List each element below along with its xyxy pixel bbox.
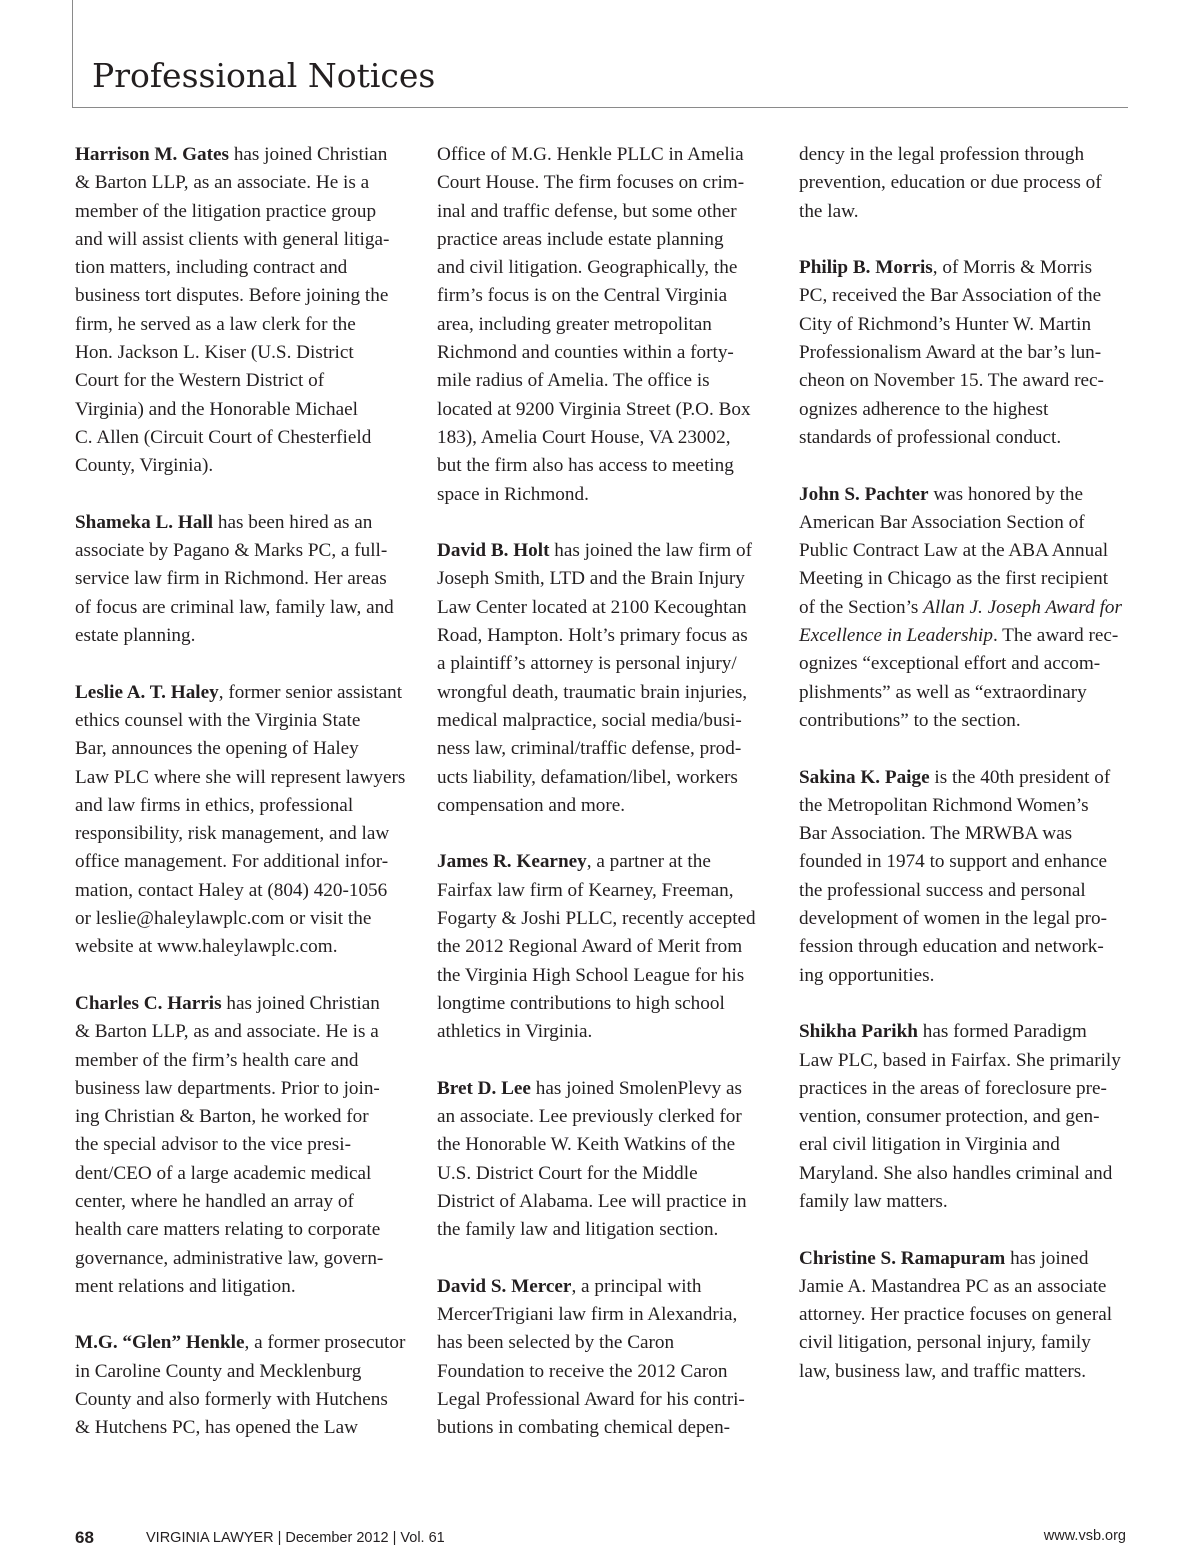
notice-line: butions in combating chemical depen- [437, 1417, 731, 1439]
notice-first-line [437, 848, 772, 876]
notice-line: the Virginia High School League for his [437, 964, 745, 986]
notice-line: mile radius of Amelia. The office is [437, 370, 710, 392]
notice-first-line [799, 1018, 1134, 1046]
notice-line: the 2012 Regional Award of Merit from [437, 936, 743, 958]
notice-line: governance, administrative law, govern- [75, 1247, 384, 1269]
notice-name: David S. Mercer [437, 1275, 572, 1297]
notice-name: Philip B. Morris [799, 257, 933, 279]
notice-text: . The award rec- [992, 625, 1119, 647]
notice-line: associate by Pagano & Marks PC, a full- [75, 540, 388, 562]
paragraph-gap [75, 650, 410, 678]
notice-line: Law PLC where she will represent lawyers [75, 766, 406, 788]
notice-text: , of Morris & Morris [932, 257, 1093, 279]
notice-line: County and also formerly with Hutchens [75, 1389, 388, 1411]
notice-line: athletics in Virginia. [437, 1021, 593, 1043]
notice-first-line [799, 254, 1134, 282]
notice-name: Bret D. Lee [437, 1077, 531, 1099]
notice-text: , a former prosecutor [244, 1332, 406, 1354]
paragraph-gap [799, 452, 1134, 480]
notice-line: practice areas include estate planning [437, 228, 724, 250]
notice-line: business law departments. Prior to join- [75, 1077, 380, 1099]
notice-text: was honored by the [928, 483, 1084, 505]
notice-line: responsibility, risk management, and law [75, 823, 390, 845]
notice [799, 141, 1134, 226]
notice-line: medical malpractice, social media/busi- [437, 709, 742, 731]
notice-line [799, 622, 1134, 650]
notice [799, 764, 1134, 990]
notice [799, 254, 1134, 452]
notice-name: Sakina K. Paige [799, 766, 930, 788]
notice-line: prevention, education or due process of [799, 172, 1102, 194]
notice-line: dent/CEO of a large academic medical [75, 1162, 372, 1184]
paragraph-gap [437, 1245, 772, 1273]
notice-text: is the 40th president of [929, 766, 1111, 788]
notice-text: , former senior assistant [218, 681, 403, 703]
notice-line: dency in the legal profession through [799, 144, 1085, 165]
notice-line: located at 9200 Virginia Street (P.O. Box [437, 398, 751, 420]
footer-url: www.vsb.org [1043, 1528, 1126, 1544]
notice-line: the Honorable W. Keith Watkins of the [437, 1134, 736, 1156]
notice-line: the Metropolitan Richmond Women’s [799, 794, 1089, 816]
notice-line: Law PLC, based in Fairfax. She primarily [799, 1049, 1121, 1071]
notice-line: business tort disputes. Before joining the [75, 285, 389, 307]
notice-first-line [75, 1329, 410, 1357]
notice [799, 1245, 1134, 1386]
notice-line: or leslie@haleylawplc.com or visit the [75, 908, 372, 930]
notice-line: ognizes “exceptional effort and accom- [799, 653, 1101, 675]
notice-text: has joined the law firm of [549, 540, 752, 562]
notice-name: Leslie A. T. Haley [75, 681, 219, 703]
paragraph-gap [75, 962, 410, 990]
notice-text: has joined Christian [221, 992, 380, 1014]
notice-name: John S. Pachter [799, 483, 929, 505]
notice-line: attorney. Her practice focuses on general [799, 1304, 1113, 1326]
notice-line: mation, contact Haley at (804) 420-1056 [75, 879, 388, 901]
notice-line: & Barton LLP, as an associate. He is a [75, 172, 370, 194]
notice-name: Charles C. Harris [75, 992, 222, 1014]
header-horizontal-rule [72, 107, 1128, 108]
notice-text: has joined Christian [229, 144, 388, 165]
notice-line: ing opportunities. [799, 964, 935, 986]
notice-line: of focus are criminal law, family law, and [75, 596, 394, 618]
notice-line: American Bar Association Section of [799, 511, 1085, 533]
notice [799, 1018, 1134, 1216]
publication-info: VIRGINIA LAWYER | December 2012 | Vol. 61 [146, 1530, 445, 1546]
header-vertical-rule [72, 0, 73, 108]
notice-text: , a partner at the [586, 851, 711, 873]
notice-line: the law. [799, 200, 859, 222]
notice-line: 183), Amelia Court House, VA 23002, [437, 426, 731, 448]
paragraph-gap [799, 990, 1134, 1018]
text-column-1 [75, 141, 410, 1443]
award-title: Excellence in Leadership [799, 625, 993, 647]
page-number: 68 [75, 1528, 94, 1547]
notice-line: estate planning. [75, 625, 196, 647]
notice-line: ognizes adherence to the highest [799, 398, 1049, 420]
notice [75, 1329, 410, 1442]
notice-line: website at www.haleylawplc.com. [75, 936, 338, 958]
notice-line: in Caroline County and Mecklenburg [75, 1360, 362, 1382]
notice [75, 509, 410, 650]
notice-name: James R. Kearney [437, 851, 587, 873]
notice-line: contributions” to the section. [799, 709, 1021, 731]
notice-line: civil litigation, personal injury, family [799, 1332, 1091, 1354]
notice-name: David B. Holt [437, 540, 550, 562]
notice-line: area, including greater metropolitan [437, 313, 712, 335]
notice-first-line [75, 141, 410, 169]
notice-line: ment relations and litigation. [75, 1275, 296, 1297]
notice-line: longtime contributions to high school [437, 992, 725, 1014]
notice-line: Bar Association. The MRWBA was [799, 823, 1073, 845]
notice-line: family law matters. [799, 1190, 948, 1212]
text-column-2 [437, 141, 772, 1443]
notice-name: Shameka L. Hall [75, 511, 214, 533]
notice-line: cheon on November 15. The award rec- [799, 370, 1104, 392]
notice-line: service law firm in Richmond. Her areas [75, 568, 387, 590]
notice-line: ing Christian & Barton, he worked for [75, 1106, 369, 1128]
paragraph-gap [437, 1047, 772, 1075]
notice-first-line [437, 537, 772, 565]
notice-line [799, 594, 1134, 622]
notice-text: has joined [1005, 1247, 1089, 1269]
notice-line: office management. For additional infor- [75, 851, 389, 873]
paragraph-gap [799, 1216, 1134, 1244]
notice-line: practices in the areas of foreclosure pre- [799, 1077, 1107, 1099]
notice-name: Christine S. Ramapuram [799, 1247, 1006, 1269]
notice [437, 141, 772, 509]
notice-first-line [799, 481, 1134, 509]
notice-first-line [799, 1245, 1134, 1273]
notice-line: the special advisor to the vice presi- [75, 1134, 351, 1156]
page-title: Professional Notices [92, 56, 436, 95]
paragraph-gap [75, 481, 410, 509]
text-column-3 [799, 141, 1134, 1386]
notice-line: Foundation to receive the 2012 Caron [437, 1360, 728, 1382]
notice-line: wrongful death, traumatic brain injuries, [437, 681, 748, 703]
notice-first-line [75, 990, 410, 1018]
notice-line: City of Richmond’s Hunter W. Martin [799, 313, 1092, 335]
notice-line: Office of M.G. Henkle PLLC in Amelia [437, 144, 744, 165]
notice-name: M.G. “Glen” Henkle [75, 1332, 245, 1354]
notice-name: Shikha Parikh [799, 1021, 918, 1043]
notice-text: of the Section’s [799, 596, 924, 618]
notice-line: Court House. The firm focuses on crim- [437, 172, 745, 194]
notice-text: , a principal with [571, 1275, 702, 1297]
notice-line: and law firms in ethics, professional [75, 794, 354, 816]
notice-line: Hon. Jackson L. Kiser (U.S. District [75, 342, 354, 364]
notice-line: a plaintiff’s attorney is personal injury/ [437, 653, 737, 675]
notice-first-line [437, 1273, 772, 1301]
notice-line: Professionalism Award at the bar’s lun- [799, 342, 1102, 364]
notice-line: & Hutchens PC, has opened the Law [75, 1417, 358, 1439]
notice-line: the professional success and personal [799, 879, 1086, 901]
notice [75, 679, 410, 962]
notice-line: but the firm also has access to meeting [437, 455, 734, 477]
notice-first-line [75, 679, 410, 707]
paragraph-gap [437, 820, 772, 848]
notice-first-line [437, 1075, 772, 1103]
notice-first-line [75, 509, 410, 537]
paragraph-gap [75, 1301, 410, 1329]
notice-line: Public Contract Law at the ABA Annual [799, 540, 1109, 562]
notice-line: Fairfax law firm of Kearney, Freeman, [437, 879, 734, 901]
notice-line: Joseph Smith, LTD and the Brain Injury [437, 568, 745, 590]
notice-text: has been hired as an [213, 511, 373, 533]
notice-line: C. Allen (Circuit Court of Chesterfield [75, 426, 372, 448]
notice-text: has formed Paradigm [917, 1021, 1087, 1043]
notice [437, 848, 772, 1046]
notice [437, 537, 772, 820]
notice-line: County, Virginia). [75, 455, 214, 477]
notice-line: PC, received the Bar Association of the [799, 285, 1102, 307]
notice-line: Maryland. She also handles criminal and [799, 1162, 1113, 1184]
notice-line: member of the firm’s health care and [75, 1049, 359, 1071]
notice-text: has joined SmolenPlevy as [530, 1077, 742, 1099]
notice-line: firm, he served as a law clerk for the [75, 313, 356, 335]
notice-name: Harrison M. Gates [75, 144, 230, 165]
notice-line: Road, Hampton. Holt’s primary focus as [437, 625, 748, 647]
notice-line: law, business law, and traffic matters. [799, 1360, 1087, 1382]
notice-line: Richmond and counties within a forty- [437, 342, 734, 364]
notice-line: & Barton LLP, as and associate. He is a [75, 1021, 379, 1043]
notice-line: space in Richmond. [437, 483, 589, 505]
notice-first-line [799, 764, 1134, 792]
notice-line: health care matters relating to corporate [75, 1219, 381, 1241]
notice-line: Fogarty & Joshi PLLC, recently accepted [437, 908, 756, 930]
notice-line: inal and traffic defense, but some other [437, 200, 737, 222]
paragraph-gap [799, 226, 1134, 254]
notice-line: Court for the Western District of [75, 370, 325, 392]
notice-line: MercerTrigiani law firm in Alexandria, [437, 1304, 738, 1326]
notice-line: ucts liability, defamation/libel, workers [437, 766, 738, 788]
award-title: Allan J. Joseph Award for [923, 596, 1122, 618]
notice [437, 1075, 772, 1245]
notice-line: ethics counsel with the Virginia State [75, 709, 361, 731]
notice [75, 990, 410, 1301]
notice-line: Virginia) and the Honorable Michael [75, 398, 359, 420]
notice-line: fession through education and network- [799, 936, 1104, 958]
notice-line: Legal Professional Award for his contri- [437, 1389, 745, 1411]
notice-line: plishments” as well as “extraordinary [799, 681, 1087, 703]
notice-line: U.S. District Court for the Middle [437, 1162, 698, 1184]
notice-line: center, where he handled an array of [75, 1190, 354, 1212]
notice-line: Meeting in Chicago as the first recipient [799, 568, 1109, 590]
paragraph-gap [799, 735, 1134, 763]
notice-line: firm’s focus is on the Central Virginia [437, 285, 728, 307]
notice-line: and civil litigation. Geographically, the [437, 257, 738, 279]
notice-line: and will assist clients with general litiga- [75, 228, 390, 250]
notice-line: tion matters, including contract and [75, 257, 348, 279]
notice [799, 481, 1134, 736]
notice-line: Bar, announces the opening of Haley [75, 738, 359, 760]
notice-line: founded in 1974 to support and enhance [799, 851, 1107, 873]
notice-line: an associate. Lee previously clerked for [437, 1106, 742, 1128]
notice-line: compensation and more. [437, 794, 626, 816]
notice-line: eral civil litigation in Virginia and [799, 1134, 1060, 1156]
notice-line: standards of professional conduct. [799, 426, 1062, 448]
notice-line: development of women in the legal pro- [799, 908, 1107, 930]
notice [75, 141, 410, 481]
notice-line: Law Center located at 2100 Kecoughtan [437, 596, 747, 618]
notice [437, 1273, 772, 1443]
paragraph-gap [437, 509, 772, 537]
notice-line: member of the litigation practice group [75, 200, 377, 222]
notice-line: District of Alabama. Lee will practice in [437, 1190, 747, 1212]
notice-line: the family law and litigation section. [437, 1219, 719, 1241]
notice-line: ness law, criminal/traffic defense, prod- [437, 738, 742, 760]
notice-line: vention, consumer protection, and gen- [799, 1106, 1100, 1128]
notice-line: has been selected by the Caron [437, 1332, 675, 1354]
notice-line: Jamie A. Mastandrea PC as an associate [799, 1275, 1107, 1297]
